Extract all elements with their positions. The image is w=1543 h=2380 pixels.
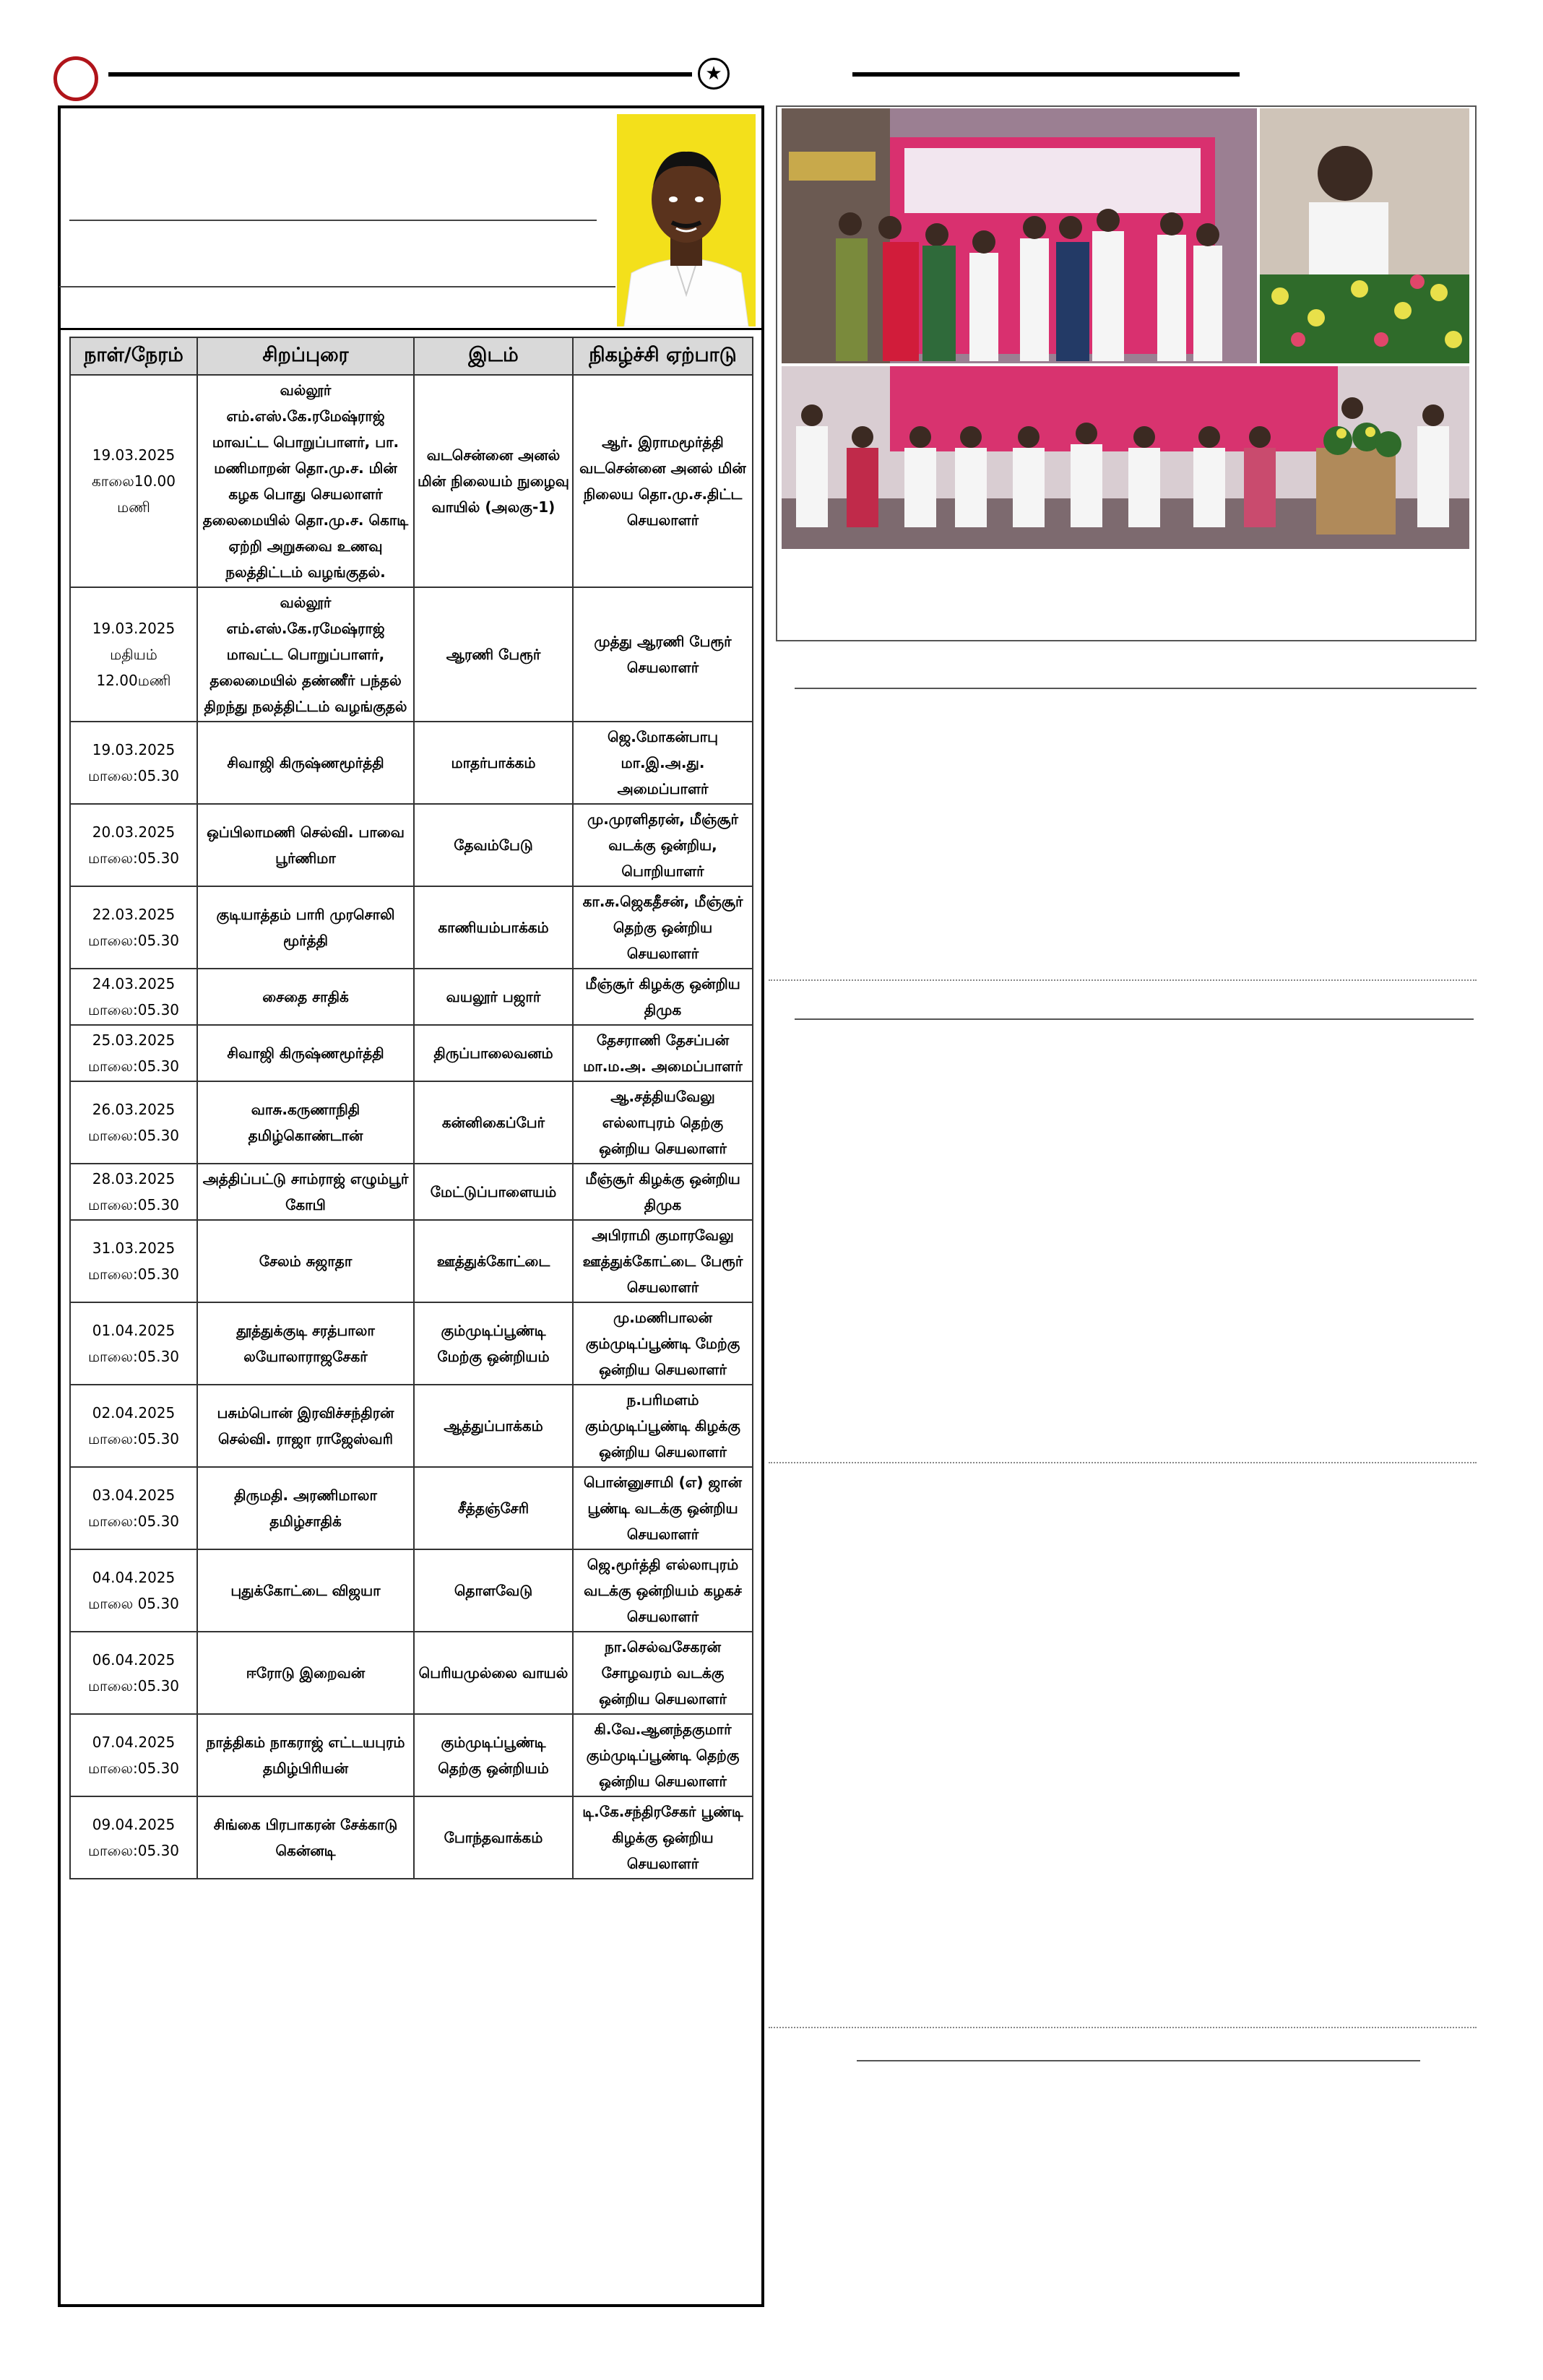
cell-date-time xyxy=(70,1081,197,1164)
cell-organizer: மீஞ்சூர் கிழக்கு ஒன்றிய திமுக xyxy=(573,969,753,1025)
cell-speaker: வல்லூர் எம்.எஸ்.கே.ரமேஷ்ராஜ் மாவட்ட பொறுப்பாளர், பா. மணிமாறன் தொ.மு.ச. மின் கழக பொது செயலாளர் தலைமையில் தொ.மு.ச. கொடி ஏற்றி அறுசுவை உணவு நலத்திட்டம் வழங்குதல். xyxy=(197,375,414,587)
event-time: மாலை:05.30 xyxy=(87,1677,180,1695)
cell-date-time xyxy=(70,1714,197,1796)
cell-date-time xyxy=(70,722,197,804)
cell-organizer: கா.சு.ஜெகதீசன், மீஞ்சூர் தெற்கு ஒன்றிய செயலாளர் xyxy=(573,886,753,969)
cell-date-time xyxy=(70,969,197,1025)
table-row xyxy=(70,1220,753,1302)
cell-place: மாதர்பாக்கம் xyxy=(414,722,573,804)
cell-place: திருப்பாலைவனம் xyxy=(414,1025,573,1081)
cell-organizer: டி.கே.சந்திரசேகர் பூண்டி கிழக்கு ஒன்றிய செயலாளர் xyxy=(573,1796,753,1879)
col-header-date: நாள்/நேரம் xyxy=(70,337,197,375)
event-date: 09.04.2025 xyxy=(92,1816,176,1833)
cell-organizer: பொன்னுசாமி (எ) ஜான் பூண்டி வடக்கு ஒன்றிய செயலாளர் xyxy=(573,1467,753,1549)
event-date: 24.03.2025 xyxy=(92,975,176,992)
cell-speaker: புதுக்கோட்டை விஜயா xyxy=(197,1549,414,1632)
event-time: மாலை:05.30 xyxy=(87,767,180,784)
table-top-rule xyxy=(59,328,761,330)
event-time: மாலை:05.30 xyxy=(87,1760,180,1777)
cell-place: கன்னிகைப்பேர் xyxy=(414,1081,573,1164)
cell-organizer: கி.வே.ஆனந்தகுமார் கும்முடிப்பூண்டி தெற்கு ஒன்றிய செயலாளர் xyxy=(573,1714,753,1796)
cell-place: வயலூர் பஜார் xyxy=(414,969,573,1025)
table-row xyxy=(70,1081,753,1164)
event-time: மாலை 05.30 xyxy=(88,1595,179,1612)
event-date: 01.04.2025 xyxy=(92,1322,176,1339)
cell-date-time xyxy=(70,886,197,969)
cell-speaker: அத்திப்பட்டு சாம்ராஜ் எழும்பூர் கோபி xyxy=(197,1164,414,1220)
event-date: 02.04.2025 xyxy=(92,1404,176,1421)
cell-date-time xyxy=(70,1796,197,1879)
cell-speaker: குடியாத்தம் பாரி முரசொலி மூர்த்தி xyxy=(197,886,414,969)
header-rule-right xyxy=(852,72,1240,77)
cell-place: பெரியமுல்லை வாயல் xyxy=(414,1632,573,1714)
table-row xyxy=(70,375,753,587)
event-time: மதியம் 12.00மணி xyxy=(96,646,171,689)
table-row xyxy=(70,886,753,969)
cell-organizer: ஜெ.மோகன்பாபு மா.இ.அ.து. அமைப்பாளர் xyxy=(573,722,753,804)
cell-speaker: சிவாஜி கிருஷ்ணமூர்த்தி xyxy=(197,1025,414,1081)
cell-speaker: தூத்துக்குடி சரத்பாலா லயோலாராஜசேகர் xyxy=(197,1302,414,1385)
table-header-row xyxy=(70,337,753,375)
cell-place: வடசென்னை அனல் மின் நிலையம் நுழைவு வாயில் (அலகு-1) xyxy=(414,375,573,587)
table-row xyxy=(70,587,753,722)
cell-place: ஆத்துப்பாக்கம் xyxy=(414,1385,573,1467)
event-date: 28.03.2025 xyxy=(92,1170,176,1187)
cell-speaker: வாசு.கருணாநிதி தமிழ்கொண்டான் xyxy=(197,1081,414,1164)
cell-speaker: திருமதி. அரணிமாலா தமிழ்சாதிக் xyxy=(197,1467,414,1549)
cell-date-time xyxy=(70,1549,197,1632)
col-header-organizer: நிகழ்ச்சி ஏற்பாடு xyxy=(573,337,753,375)
event-time: மாலை:05.30 xyxy=(87,1430,180,1448)
event-schedule-table xyxy=(69,337,753,1879)
cell-date-time xyxy=(70,804,197,886)
cell-place: கும்முடிப்பூண்டி தெற்கு ஒன்றியம் xyxy=(414,1714,573,1796)
cell-organizer: நா.செல்வசேகரன் சோழவரம் வடக்கு ஒன்றிய செயலாளர் xyxy=(573,1632,753,1714)
cell-speaker: ஒப்பிலாமணி செல்வி. பாவை பூர்ணிமா xyxy=(197,804,414,886)
cell-place: தொளவேடு xyxy=(414,1549,573,1632)
event-time: காலை10.00 மணி xyxy=(91,472,176,516)
cell-date-time xyxy=(70,587,197,722)
header-rule-left xyxy=(108,72,692,77)
cell-place: காணியம்பாக்கம் xyxy=(414,886,573,969)
event-time: மாலை:05.30 xyxy=(87,1127,180,1144)
cell-date-time xyxy=(70,1025,197,1081)
headline-rule xyxy=(69,220,597,221)
cell-organizer: ஆ.சத்தியவேலு எல்லாபுரம் தெற்கு ஒன்றிய செயலாளர் xyxy=(573,1081,753,1164)
right-column-rule-3 xyxy=(857,2060,1420,2061)
event-time: மாலை:05.30 xyxy=(87,1196,180,1213)
table-row xyxy=(70,1302,753,1385)
table-row xyxy=(70,1385,753,1467)
cell-organizer: ஆர். இராமமூர்த்தி வடசென்னை அனல் மின் நிலைய தொ.மு.ச.திட்ட செயலாளர் xyxy=(573,375,753,587)
event-date: 07.04.2025 xyxy=(92,1734,176,1751)
cell-organizer: மீஞ்சூர் கிழக்கு ஒன்றிய திமுக xyxy=(573,1164,753,1220)
event-date: 03.04.2025 xyxy=(92,1487,176,1504)
table-row xyxy=(70,969,753,1025)
cell-speaker: சைதை சாதிக் xyxy=(197,969,414,1025)
event-date: 06.04.2025 xyxy=(92,1651,176,1669)
event-date: 19.03.2025 xyxy=(92,620,176,637)
right-column-divider-3 xyxy=(769,2027,1477,2028)
table-row xyxy=(70,1714,753,1796)
subhead-rule xyxy=(59,286,615,287)
cell-place: ஊத்துக்கோட்டை xyxy=(414,1220,573,1302)
table-row xyxy=(70,722,753,804)
cell-organizer: ஜெ.மூர்த்தி எல்லாபுரம் வடக்கு ஒன்றியம் கழகச் செயலாளர் xyxy=(573,1549,753,1632)
event-time: மாலை:05.30 xyxy=(87,1001,180,1018)
cell-date-time xyxy=(70,1164,197,1220)
right-column-rule-1 xyxy=(795,688,1477,689)
table-row xyxy=(70,1467,753,1549)
table-row xyxy=(70,1796,753,1879)
cell-speaker: சிங்கை பிரபாகரன் சேக்காடு கென்னடி xyxy=(197,1796,414,1879)
table-row xyxy=(70,1632,753,1714)
event-date: 25.03.2025 xyxy=(92,1031,176,1049)
col-header-speaker: சிறப்புரை xyxy=(197,337,414,375)
cell-organizer: அபிராமி குமாரவேலு ஊத்துக்கோட்டை பேரூர் செயலாளர் xyxy=(573,1220,753,1302)
cell-speaker: பசும்பொன் இரவிச்சந்திரன் செல்வி. ராஜா ராஜேஸ்வரி xyxy=(197,1385,414,1467)
cell-organizer: தேசராணி தேசப்பன் மா.ம.அ. அமைப்பாளர் xyxy=(573,1025,753,1081)
cell-date-time xyxy=(70,375,197,587)
cell-speaker: ஈரோடு இறைவன் xyxy=(197,1632,414,1714)
cell-place: மேட்டுப்பாளையம் xyxy=(414,1164,573,1220)
table-row xyxy=(70,804,753,886)
cell-organizer: முத்து ஆரணி பேரூர் செயலாளர் xyxy=(573,587,753,722)
event-time: மாலை:05.30 xyxy=(87,1265,180,1283)
event-date: 19.03.2025 xyxy=(92,741,176,758)
cell-organizer: ந.பரிமளம் கும்முடிப்பூண்டி கிழக்கு ஒன்றிய செயலாளர் xyxy=(573,1385,753,1467)
right-column-divider-1 xyxy=(769,979,1477,981)
cell-place: ஆரணி பேரூர் xyxy=(414,587,573,722)
cell-date-time xyxy=(70,1385,197,1467)
event-date: 22.03.2025 xyxy=(92,906,176,923)
cell-date-time xyxy=(70,1632,197,1714)
cell-date-time xyxy=(70,1220,197,1302)
leader-portrait xyxy=(617,114,756,326)
event-date: 31.03.2025 xyxy=(92,1239,176,1257)
masthead-logo-icon xyxy=(53,56,98,101)
cell-date-time xyxy=(70,1467,197,1549)
cell-speaker: வல்லூர் எம்.எஸ்.கே.ரமேஷ்ராஜ் மாவட்ட பொறுப்பாளர், தலைமையில் தண்ணீர் பந்தல் திறந்து நலத்திட்டம் வழங்குதல் xyxy=(197,587,414,722)
cell-organizer: மு.மணிபாலன் கும்முடிப்பூண்டி மேற்கு ஒன்றிய செயலாளர் xyxy=(573,1302,753,1385)
event-time: மாலை:05.30 xyxy=(87,932,180,949)
event-date: 04.04.2025 xyxy=(92,1569,176,1586)
cell-speaker: நாத்திகம் நாகராஜ் எட்டயபுரம் தமிழ்பிரியன் xyxy=(197,1714,414,1796)
cell-speaker: சிவாஜி கிருஷ்ணமூர்த்தி xyxy=(197,722,414,804)
event-date: 26.03.2025 xyxy=(92,1101,176,1118)
cell-organizer: மு.முரளிதரன், மீஞ்சூர் வடக்கு ஒன்றிய, பொறியாளர் xyxy=(573,804,753,886)
cell-speaker: சேலம் சுஜாதா xyxy=(197,1220,414,1302)
right-column-rule-2 xyxy=(795,1018,1474,1020)
event-time: மாலை:05.30 xyxy=(87,1348,180,1365)
event-time: மாலை:05.30 xyxy=(87,1842,180,1859)
col-header-place: இடம் xyxy=(414,337,573,375)
cell-place: சீத்தஞ்சேரி xyxy=(414,1467,573,1549)
cell-place: கும்முடிப்பூண்டி மேற்கு ஒன்றியம் xyxy=(414,1302,573,1385)
event-time: மாலை:05.30 xyxy=(87,1513,180,1530)
table-row xyxy=(70,1025,753,1081)
cell-place: தேவம்பேடு xyxy=(414,804,573,886)
cell-place: போந்தவாக்கம் xyxy=(414,1796,573,1879)
event-date: 20.03.2025 xyxy=(92,823,176,841)
party-emblem-icon: ★ xyxy=(698,58,730,90)
event-photo-collage xyxy=(782,108,1469,549)
right-column-divider-2 xyxy=(769,1462,1477,1463)
table-row xyxy=(70,1549,753,1632)
event-time: மாலை:05.30 xyxy=(87,1057,180,1075)
cell-date-time xyxy=(70,1302,197,1385)
table-row xyxy=(70,1164,753,1220)
event-date: 19.03.2025 xyxy=(92,446,176,464)
event-time: மாலை:05.30 xyxy=(87,849,180,867)
